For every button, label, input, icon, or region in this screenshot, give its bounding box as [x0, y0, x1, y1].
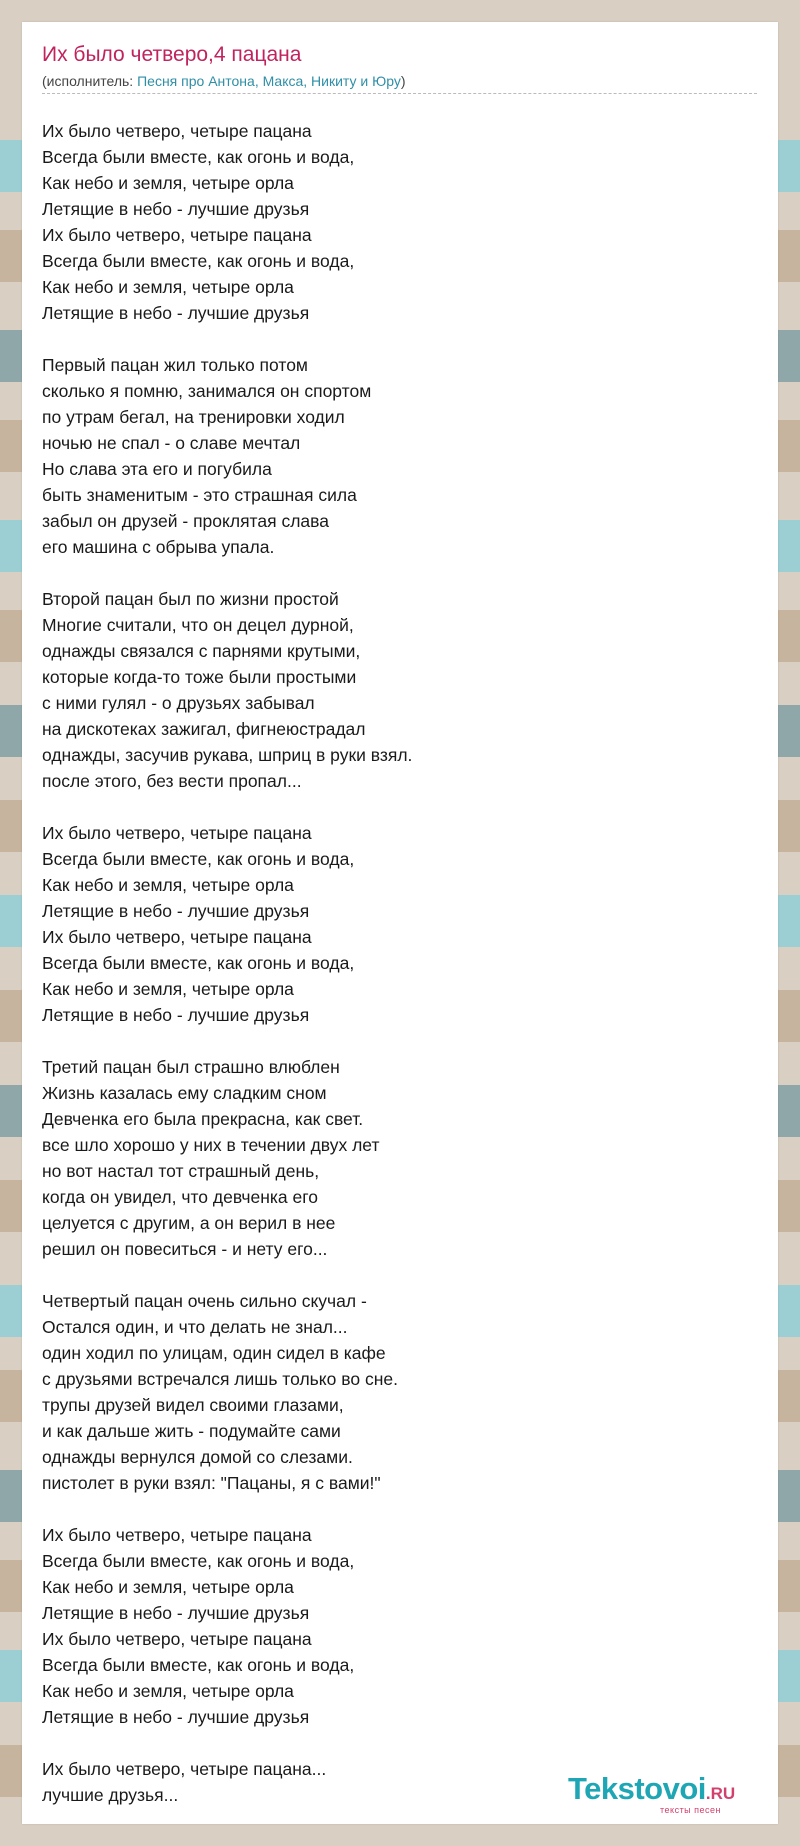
lyrics-line: Но слава эта его и погубила — [42, 459, 272, 479]
lyrics-line: Как небо и земля, четыре орла — [42, 277, 294, 297]
lyrics-card — [22, 22, 778, 1824]
song-title: Их было четверо,4 пацана — [42, 43, 302, 66]
lyrics-line: Всегда были вместе, как огонь и вода, — [42, 953, 355, 973]
performer-link[interactable]: Песня про Антона, Макса, Никиту и Юру — [137, 73, 401, 89]
lyrics-line: все шло хорошо у них в течении двух лет — [42, 1135, 380, 1155]
lyrics-line: но вот настал тот страшный день, — [42, 1161, 320, 1181]
lyrics-line: Их было четверо, четыре пацана — [42, 121, 312, 141]
lyrics-line: Их было четверо, четыре пацана — [42, 1629, 312, 1649]
lyrics-line: когда он увидел, что девченка его — [42, 1187, 318, 1207]
lyrics-line: целуется с другим, а он верил в нее — [42, 1213, 336, 1233]
lyrics-line: Девченка его была прекрасна, как свет. — [42, 1109, 364, 1129]
lyrics-stanza — [42, 586, 412, 794]
lyrics-line: Всегда были вместе, как огонь и вода, — [42, 147, 355, 167]
logo-tagline: тексты песен — [660, 1805, 722, 1815]
lyrics-line: однажды, засучив рукава, шприц в руки взял. — [42, 745, 413, 765]
lyrics-line: лучшие друзья... — [42, 1785, 179, 1805]
lyrics-line: Третий пацан был страшно влюблен — [42, 1057, 340, 1077]
lyrics-line: быть знаменитым - это страшная сила — [42, 485, 357, 505]
logo-wordmark: Tekstovoi — [568, 1771, 706, 1806]
site-logo[interactable] — [568, 1771, 736, 1815]
lyrics-line: с ними гулял - о друзьях забывал — [42, 693, 315, 713]
lyrics-line: Их было четверо, четыре пацана — [42, 823, 312, 843]
lyrics-line: Летящие в небо - лучшие друзья — [42, 1707, 310, 1727]
lyrics-line: Летящие в небо - лучшие друзья — [42, 1005, 310, 1025]
lyrics-line: Их было четверо, четыре пацана — [42, 1525, 312, 1545]
lyrics-line: Летящие в небо - лучшие друзья — [42, 199, 310, 219]
lyrics-line: сколько я помню, занимался он спортом — [42, 381, 372, 401]
lyrics-line: которые когда-то тоже были простыми — [42, 667, 357, 687]
lyrics-line: Всегда были вместе, как огонь и вода, — [42, 251, 355, 271]
lyrics-text — [42, 118, 412, 1834]
lyrics-line: Их было четверо, четыре пацана... — [42, 1759, 327, 1779]
lyrics-line: Всегда были вместе, как огонь и вода, — [42, 849, 355, 869]
lyrics-line: трупы друзей видел своими глазами, — [42, 1395, 344, 1415]
lyrics-stanza — [42, 1288, 412, 1496]
lyrics-line: Как небо и земля, четыре орла — [42, 979, 294, 999]
lyrics-stanza — [42, 1522, 412, 1730]
lyrics-line: один ходил по улицам, один сидел в кафе — [42, 1343, 386, 1363]
lyrics-line: Первый пацан жил только потом — [42, 355, 308, 375]
lyrics-line: Как небо и земля, четыре орла — [42, 173, 294, 193]
lyrics-line: его машина с обрыва упала. — [42, 537, 275, 557]
lyrics-line: Летящие в небо - лучшие друзья — [42, 901, 310, 921]
lyrics-line: Всегда были вместе, как огонь и вода, — [42, 1551, 355, 1571]
lyrics-line: однажды вернулся домой со слезами. — [42, 1447, 353, 1467]
lyrics-line: пистолет в руки взял: "Пацаны, я с вами!" — [42, 1473, 381, 1493]
lyrics-line: Второй пацан был по жизни простой — [42, 589, 339, 609]
lyrics-stanza — [42, 352, 412, 560]
logo-domain: .RU — [705, 1784, 736, 1803]
lyrics-line: Многие считали, что он децел дурной, — [42, 615, 354, 635]
lyrics-line: Летящие в небо - лучшие друзья — [42, 1603, 310, 1623]
lyrics-line: решил он повеситься - и нету его... — [42, 1239, 328, 1259]
lyrics-line: Как небо и земля, четыре орла — [42, 1681, 294, 1701]
performer-suffix: ) — [400, 73, 406, 89]
lyrics-line: однажды связался с парнями крутыми, — [42, 641, 361, 661]
lyrics-stanza — [42, 1054, 412, 1262]
lyrics-line: Их было четверо, четыре пацана — [42, 927, 312, 947]
lyrics-line: Как небо и земля, четыре орла — [42, 875, 294, 895]
lyrics-line: ночью не спал - о славе мечтал — [42, 433, 301, 453]
lyrics-line: после этого, без вести пропал... — [42, 771, 302, 791]
lyrics-stanza — [42, 118, 412, 326]
lyrics-line: Летящие в небо - лучшие друзья — [42, 303, 310, 323]
lyrics-line: Как небо и земля, четыре орла — [42, 1577, 294, 1597]
lyrics-line: и как дальше жить - подумайте сами — [42, 1421, 341, 1441]
performer-line — [42, 73, 757, 94]
lyrics-line: Их было четверо, четыре пацана — [42, 225, 312, 245]
lyrics-stanza — [42, 820, 412, 1028]
lyrics-stanza — [42, 1756, 412, 1808]
lyrics-line: на дискотеках зажигал, фигнеюстрадал — [42, 719, 366, 739]
lyrics-line: забыл он друзей - проклятая слава — [42, 511, 329, 531]
lyrics-line: по утрам бегал, на тренировки ходил — [42, 407, 345, 427]
performer-prefix: (исполнитель: — [42, 73, 138, 89]
lyrics-line: с друзьями встречался лишь только во сне. — [42, 1369, 398, 1389]
lyrics-line: Жизнь казалась ему сладким сном — [42, 1083, 327, 1103]
lyrics-line: Всегда были вместе, как огонь и вода, — [42, 1655, 355, 1675]
lyrics-line: Четвертый пацан очень сильно скучал - — [42, 1291, 367, 1311]
lyrics-line: Остался один, и что делать не знал... — [42, 1317, 348, 1337]
